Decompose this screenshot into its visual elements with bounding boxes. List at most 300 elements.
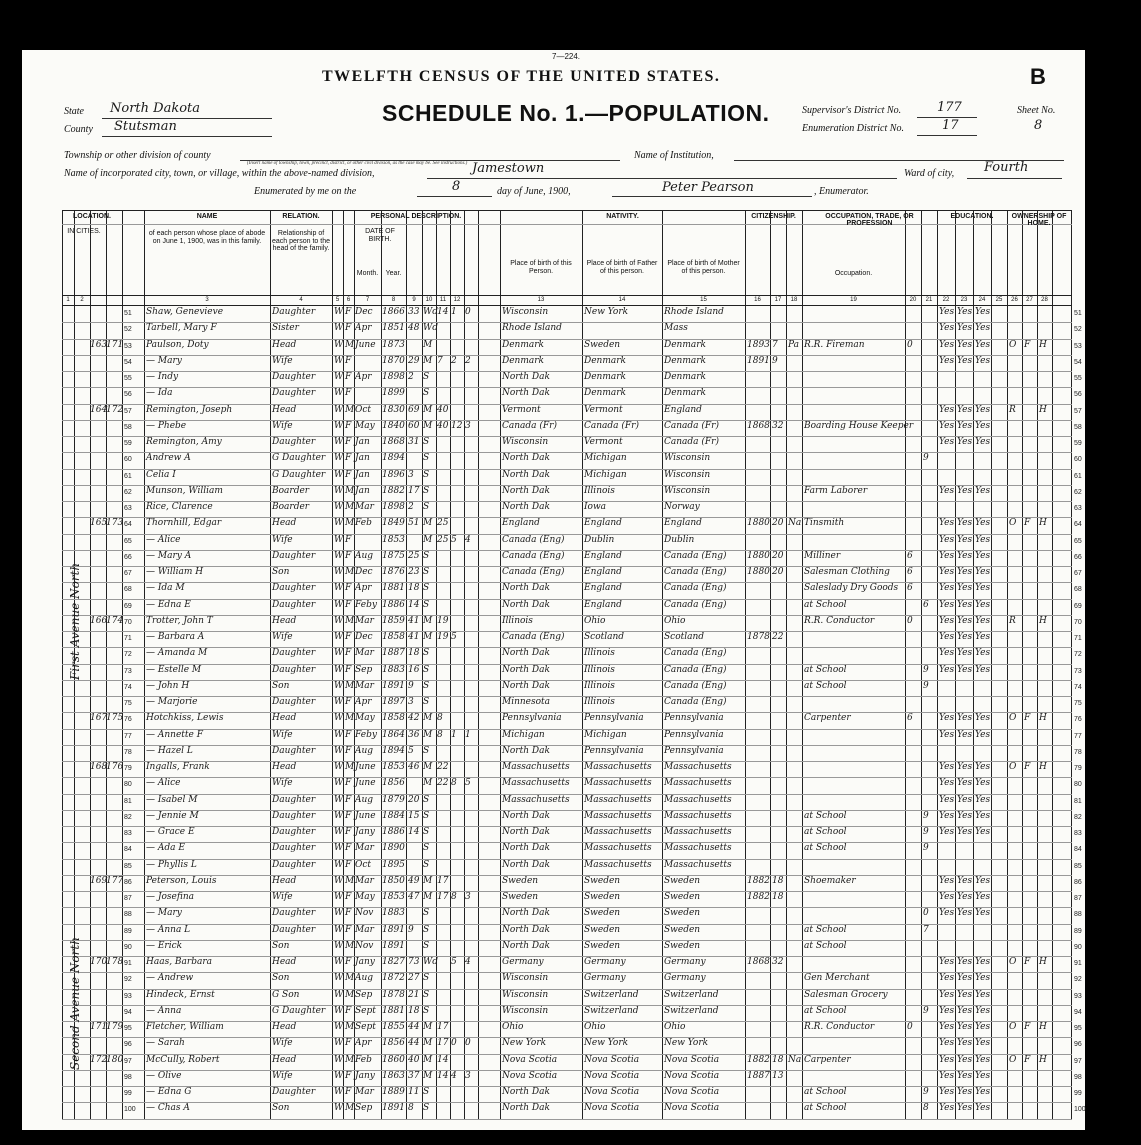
mother-birthplace: England — [664, 518, 702, 529]
marital-status: M — [423, 1054, 433, 1065]
can-write: Yes — [957, 1022, 973, 1032]
sex: M — [345, 518, 355, 529]
can-read: Yes — [939, 1054, 955, 1065]
column-number: 18 — [790, 297, 798, 303]
relation: Daughter — [272, 437, 316, 447]
years-married: 25 — [437, 534, 449, 545]
can-write: Yes — [957, 404, 973, 415]
relation: Wife — [272, 534, 293, 545]
can-read: Yes — [939, 404, 955, 415]
group-name: NAME — [196, 213, 218, 220]
father-birthplace: Michigan — [584, 453, 627, 464]
father-birthplace: Nova Scotia — [584, 1054, 640, 1065]
mother-birthplace: Canada (Fr) — [664, 420, 719, 431]
farm-house: H — [1039, 615, 1047, 626]
can-read: Yes — [939, 307, 955, 317]
years-in-us: 7 — [772, 339, 778, 350]
group-ownership: OWNERSHIP OF HOME. — [1011, 213, 1067, 227]
birth-month: May — [355, 892, 375, 902]
column-number: 17 — [774, 297, 782, 303]
sex: M — [345, 485, 355, 496]
birth-year: 1827 — [382, 957, 405, 967]
months-school: 9 — [923, 810, 929, 821]
speaks-english: Yes — [975, 875, 991, 886]
relation: Daughter — [272, 924, 316, 935]
years-in-us: 18 — [772, 892, 784, 902]
table-row — [62, 1102, 1086, 1117]
line-number-right: 61 — [1074, 472, 1082, 480]
father-birthplace: Ohio — [584, 615, 606, 626]
father-birthplace: Sweden — [584, 339, 621, 350]
months-unemployed: 6 — [907, 583, 913, 594]
birth-year: 1858 — [382, 632, 405, 642]
children-born: 8 — [451, 778, 457, 789]
sex: F — [345, 323, 352, 334]
birth-year: 1898 — [382, 502, 405, 512]
birthplace: North Dak — [502, 810, 550, 821]
marital-status: M — [423, 615, 433, 626]
marital-status: M — [423, 892, 433, 902]
person-name: — John H — [146, 680, 190, 691]
line-number-right: 59 — [1074, 440, 1082, 447]
years-married: 17 — [437, 892, 449, 902]
children-living: 2 — [465, 355, 471, 366]
line-number: 80 — [124, 781, 132, 789]
farm-house: H — [1039, 518, 1047, 529]
can-write: Yes — [957, 713, 973, 724]
mother-birthplace: Massachusetts — [664, 810, 732, 821]
birth-year: 1891 — [382, 924, 405, 935]
immigration-year: 1878 — [747, 632, 770, 642]
table-row — [62, 517, 1082, 532]
birthplace: North Dak — [502, 372, 550, 382]
sex: F — [345, 924, 352, 935]
supervisor-label: Supervisor's District No. — [802, 105, 902, 116]
can-write: Yes — [957, 875, 973, 886]
months-school: 9 — [923, 680, 929, 691]
father-birthplace: Vermont — [584, 437, 623, 447]
relation: Sister — [272, 323, 299, 334]
color-race: W — [334, 859, 344, 870]
mother-birthplace: Pennsylvania — [664, 745, 724, 756]
table-row — [62, 810, 1082, 825]
can-write: Yes — [957, 437, 973, 447]
marital-status: M — [423, 404, 433, 415]
line-number: 67 — [124, 570, 132, 577]
color-race: W — [334, 599, 344, 610]
can-write: Yes — [957, 648, 973, 659]
speaks-english: Yes — [975, 1087, 991, 1097]
speaks-english: Yes — [975, 599, 991, 610]
color-race: W — [334, 632, 344, 642]
marital-status: S — [423, 1103, 430, 1114]
line-number-right: 91 — [1074, 960, 1082, 967]
column-number: 2 — [80, 297, 84, 303]
line-number-right: 51 — [1074, 310, 1082, 317]
dwelling-number: 170 — [90, 957, 108, 967]
line-number-right: 74 — [1074, 683, 1082, 691]
dwelling-number: 167 — [90, 713, 108, 724]
line-number-right: 85 — [1074, 862, 1082, 870]
children-living: 3 — [465, 1070, 471, 1081]
months-unemployed: 6 — [907, 713, 913, 724]
children-living: 5 — [465, 778, 471, 789]
sex: M — [345, 1054, 355, 1065]
birth-month: Aug — [355, 745, 374, 756]
sex: F — [345, 664, 352, 675]
speaks-english: Yes — [975, 420, 991, 431]
children-born: 0 — [451, 1038, 457, 1049]
occupation: Tinsmith — [804, 518, 845, 529]
dwelling-number: 172 — [90, 1054, 108, 1065]
age: 18 — [408, 583, 420, 594]
speaks-english: Yes — [975, 583, 991, 594]
can-write: Yes — [957, 892, 973, 902]
line-number-right: 95 — [1074, 1025, 1082, 1032]
father-birthplace: Illinois — [584, 485, 615, 496]
can-read: Yes — [939, 778, 955, 789]
can-write: Yes — [957, 973, 973, 984]
father-birthplace: England — [584, 599, 622, 610]
marital-status: M — [423, 632, 433, 642]
line-number-right: 72 — [1074, 651, 1082, 659]
birth-year: 1894 — [382, 745, 405, 756]
can-read: Yes — [939, 485, 955, 496]
column-number: 6 — [346, 297, 351, 303]
table-row — [62, 550, 1082, 565]
line-number: 95 — [124, 1025, 132, 1032]
farm-house: H — [1039, 1054, 1047, 1065]
birth-year: 1870 — [382, 355, 405, 366]
birthplace: North Dak — [502, 583, 550, 594]
header-date-of-birth: DATE OF BIRTH. — [365, 228, 395, 243]
line-number-right: 71 — [1074, 635, 1082, 642]
birth-month: Dec — [355, 567, 373, 577]
person-name: — Hazel L — [146, 745, 193, 756]
person-name: — Josefina — [146, 892, 194, 902]
sex: M — [345, 339, 355, 350]
mother-birthplace: Germany — [664, 973, 706, 984]
sex: M — [345, 567, 355, 577]
line-number-right: 75 — [1074, 700, 1082, 707]
table-row — [62, 566, 1082, 581]
relation: G Daughter — [272, 1005, 326, 1016]
marital-status: S — [423, 502, 430, 512]
immigration-year: 1887 — [747, 1070, 770, 1081]
years-married: 22 — [437, 778, 449, 789]
mother-birthplace: Sweden — [664, 875, 701, 886]
birth-year: 1872 — [382, 973, 405, 984]
father-birthplace: Denmark — [584, 355, 626, 366]
marital-status: S — [423, 550, 430, 561]
person-name: — Phebe — [146, 420, 187, 431]
relation: Wife — [272, 355, 293, 366]
marital-status: M — [423, 420, 433, 431]
marital-status: S — [423, 940, 430, 951]
line-number-right: 73 — [1074, 667, 1082, 675]
sex: M — [345, 973, 355, 984]
color-race: W — [334, 1005, 344, 1016]
years-in-us: 22 — [772, 632, 784, 642]
line-number-right: 83 — [1074, 830, 1082, 837]
birth-year: 1853 — [382, 534, 405, 545]
speaks-english: Yes — [975, 664, 991, 675]
person-name: Shaw, Genevieve — [146, 307, 224, 317]
sex: F — [345, 957, 352, 967]
state-value: North Dakota — [110, 101, 200, 116]
age: 8 — [408, 1103, 414, 1114]
months-unemployed: 0 — [907, 1022, 913, 1032]
line-number-right: 70 — [1074, 618, 1082, 626]
can-read: Yes — [939, 1103, 955, 1114]
marital-status: M — [423, 1038, 433, 1049]
header-in-cities: IN CITIES. — [67, 228, 101, 235]
mother-birthplace: Scotland — [664, 632, 705, 642]
birthplace: North Dak — [502, 680, 550, 691]
age: 37 — [408, 1070, 420, 1081]
father-birthplace: Massachusetts — [584, 859, 652, 870]
person-name: — Marjorie — [146, 697, 198, 707]
relation: G Daughter — [272, 453, 326, 464]
mother-birthplace: Canada (Eng) — [664, 648, 727, 659]
birth-year: 1886 — [382, 827, 405, 837]
line-number: 70 — [124, 618, 132, 626]
father-birthplace: Vermont — [584, 404, 623, 415]
years-married: 14 — [437, 1054, 449, 1065]
can-write: Yes — [957, 1005, 973, 1016]
sex: F — [345, 1038, 352, 1049]
can-write: Yes — [957, 762, 973, 772]
birthplace: North Dak — [502, 469, 550, 480]
speaks-english: Yes — [975, 485, 991, 496]
speaks-english: Yes — [975, 437, 991, 447]
line-number: 75 — [124, 700, 132, 707]
birth-year: 1850 — [382, 875, 405, 886]
father-birthplace: Sweden — [584, 875, 621, 886]
occupation: Farm Laborer — [804, 485, 868, 496]
can-read: Yes — [939, 1087, 955, 1097]
birthplace: Massachusetts — [502, 778, 570, 789]
father-birthplace: Ohio — [584, 1022, 606, 1032]
line-number: 87 — [124, 895, 132, 902]
months-unemployed: 0 — [907, 339, 913, 350]
person-name: — Ida M — [146, 583, 185, 594]
table-row — [62, 599, 1082, 614]
sex: F — [345, 794, 352, 805]
birthplace: Pennsylvania — [502, 713, 562, 724]
relation: Boarder — [272, 485, 310, 496]
father-birthplace: Denmark — [584, 388, 626, 399]
can-write: Yes — [957, 827, 973, 837]
months-school: 7 — [923, 924, 929, 935]
color-race: W — [334, 518, 344, 529]
birthplace: Sweden — [502, 875, 539, 886]
line-number: 58 — [124, 423, 132, 431]
father-birthplace: Massachusetts — [584, 843, 652, 854]
father-birthplace: Germany — [584, 957, 626, 967]
line-number-right: 96 — [1074, 1041, 1082, 1049]
birth-year: 1855 — [382, 1022, 405, 1032]
sex: F — [345, 307, 352, 317]
color-race: W — [334, 355, 344, 366]
birthplace: North Dak — [502, 388, 550, 399]
line-number-right: 56 — [1074, 391, 1082, 399]
column-number: 8 — [391, 297, 396, 303]
marital-status: S — [423, 989, 430, 1000]
column-number: 12 — [453, 297, 461, 303]
birthplace: North Dak — [502, 453, 550, 464]
table-row — [62, 322, 1082, 337]
birth-month: Jan — [355, 469, 370, 480]
free-mortgaged: F — [1024, 518, 1031, 529]
birthplace: Germany — [502, 957, 544, 967]
color-race: W — [334, 1038, 344, 1049]
township-label: Township or other division of county — [64, 150, 211, 161]
owned-rented: O — [1009, 1022, 1017, 1032]
line-number: 99 — [124, 1090, 132, 1097]
birthplace: New York — [502, 1038, 547, 1049]
age: 44 — [408, 1022, 420, 1032]
birth-month: Sep — [355, 989, 373, 1000]
column-number: 20 — [909, 297, 917, 303]
mother-birthplace: Nova Scotia — [664, 1103, 720, 1114]
color-race: W — [334, 875, 344, 886]
months-school: 9 — [923, 453, 929, 464]
age: 46 — [408, 762, 420, 772]
can-write: Yes — [957, 957, 973, 967]
header-occupation: Occupation. — [834, 270, 873, 277]
can-read: Yes — [939, 762, 955, 772]
birth-year: 1863 — [382, 1070, 405, 1081]
can-write: Yes — [957, 778, 973, 789]
farm-house: H — [1039, 762, 1047, 772]
line-number: 57 — [124, 407, 132, 415]
column-number: 9 — [412, 297, 416, 303]
birth-year: 1879 — [382, 794, 405, 805]
person-name: — Anna L — [146, 924, 191, 935]
color-race: W — [334, 778, 344, 789]
table-row — [62, 501, 1082, 516]
birthplace: North Dak — [502, 908, 550, 919]
sex: F — [345, 453, 352, 464]
table-row — [62, 875, 1082, 890]
table-row — [62, 745, 1082, 760]
enumeration-label: Enumeration District No. — [802, 123, 904, 134]
birth-year: 1858 — [382, 713, 405, 724]
table-row — [62, 1086, 1082, 1101]
birth-month: Jan — [355, 437, 370, 447]
birthplace: Canada (Eng) — [502, 550, 565, 561]
relation: Head — [272, 615, 297, 626]
birth-month: Jany — [355, 827, 375, 837]
father-birthplace: Michigan — [584, 469, 627, 480]
can-write: Yes — [957, 339, 973, 350]
person-name: — Grace E — [146, 827, 195, 837]
age: 18 — [408, 648, 420, 659]
table-row — [62, 696, 1082, 711]
line-number: 73 — [124, 667, 132, 675]
sex: F — [345, 729, 352, 740]
months-school: 9 — [923, 664, 929, 675]
father-birthplace: Illinois — [584, 664, 615, 675]
can-read: Yes — [939, 437, 955, 447]
marital-status: M — [423, 1022, 433, 1032]
sex: F — [345, 843, 352, 854]
birthplace: Sweden — [502, 892, 539, 902]
line-number-right: 100 — [1074, 1106, 1086, 1114]
birth-year: 1856 — [382, 778, 405, 789]
father-birthplace: England — [584, 518, 622, 529]
person-name: — Phyllis L — [146, 859, 197, 870]
person-name: — William H — [146, 567, 204, 577]
sex: F — [345, 583, 352, 594]
mother-birthplace: Canada (Eng) — [664, 697, 727, 707]
line-number: 81 — [124, 797, 132, 805]
birth-year: 1884 — [382, 810, 405, 821]
can-read: Yes — [939, 599, 955, 610]
farm-house: H — [1039, 404, 1047, 415]
relation: Wife — [272, 1038, 293, 1049]
can-write: Yes — [957, 599, 973, 610]
mother-birthplace: Canada (Fr) — [664, 437, 719, 447]
group-education: EDUCATION. — [950, 213, 994, 220]
can-read: Yes — [939, 420, 955, 431]
can-write: Yes — [957, 567, 973, 577]
months-school: 6 — [923, 599, 929, 610]
marital-status: S — [423, 810, 430, 821]
can-read: Yes — [939, 632, 955, 642]
census-sheet — [22, 50, 1085, 1130]
occupation: at School — [804, 664, 847, 675]
person-name: — Alice — [146, 778, 181, 789]
mother-birthplace: New York — [664, 1038, 709, 1049]
enumerated-mid: day of June, 1900, — [497, 186, 571, 197]
line-number-right: 58 — [1074, 423, 1082, 431]
person-name: — Mary — [146, 908, 182, 919]
enumerated-prefix: Enumerated by me on the — [254, 186, 357, 197]
color-race: W — [334, 843, 344, 854]
relation: Boarder — [272, 502, 310, 512]
table-row — [62, 339, 1082, 354]
age: 41 — [408, 615, 420, 626]
sex: F — [345, 859, 352, 870]
relation: Daughter — [272, 794, 316, 805]
can-write: Yes — [957, 1070, 973, 1081]
birth-year: 1875 — [382, 550, 405, 561]
father-birthplace: Sweden — [584, 924, 621, 935]
person-name: — Edna E — [146, 599, 191, 610]
speaks-english: Yes — [975, 567, 991, 577]
dwelling-number: 171 — [90, 1022, 108, 1032]
birth-year: 1891 — [382, 680, 405, 691]
color-race: W — [334, 924, 344, 935]
table-row — [62, 664, 1082, 679]
family-number: 171 — [106, 339, 124, 350]
relation: Head — [272, 518, 297, 529]
birth-year: 1868 — [382, 437, 405, 447]
relation: Son — [272, 973, 290, 984]
line-number: 77 — [124, 732, 132, 740]
marital-status: S — [423, 794, 430, 805]
mother-birthplace: Wisconsin — [664, 453, 711, 464]
line-number: 96 — [124, 1041, 132, 1049]
person-name: McCully, Robert — [146, 1054, 220, 1065]
marital-status: S — [423, 924, 430, 935]
marital-status: S — [423, 469, 430, 480]
mother-birthplace: Mass — [664, 323, 688, 334]
person-name: — Estelle M — [146, 664, 202, 675]
age: 60 — [408, 420, 420, 431]
